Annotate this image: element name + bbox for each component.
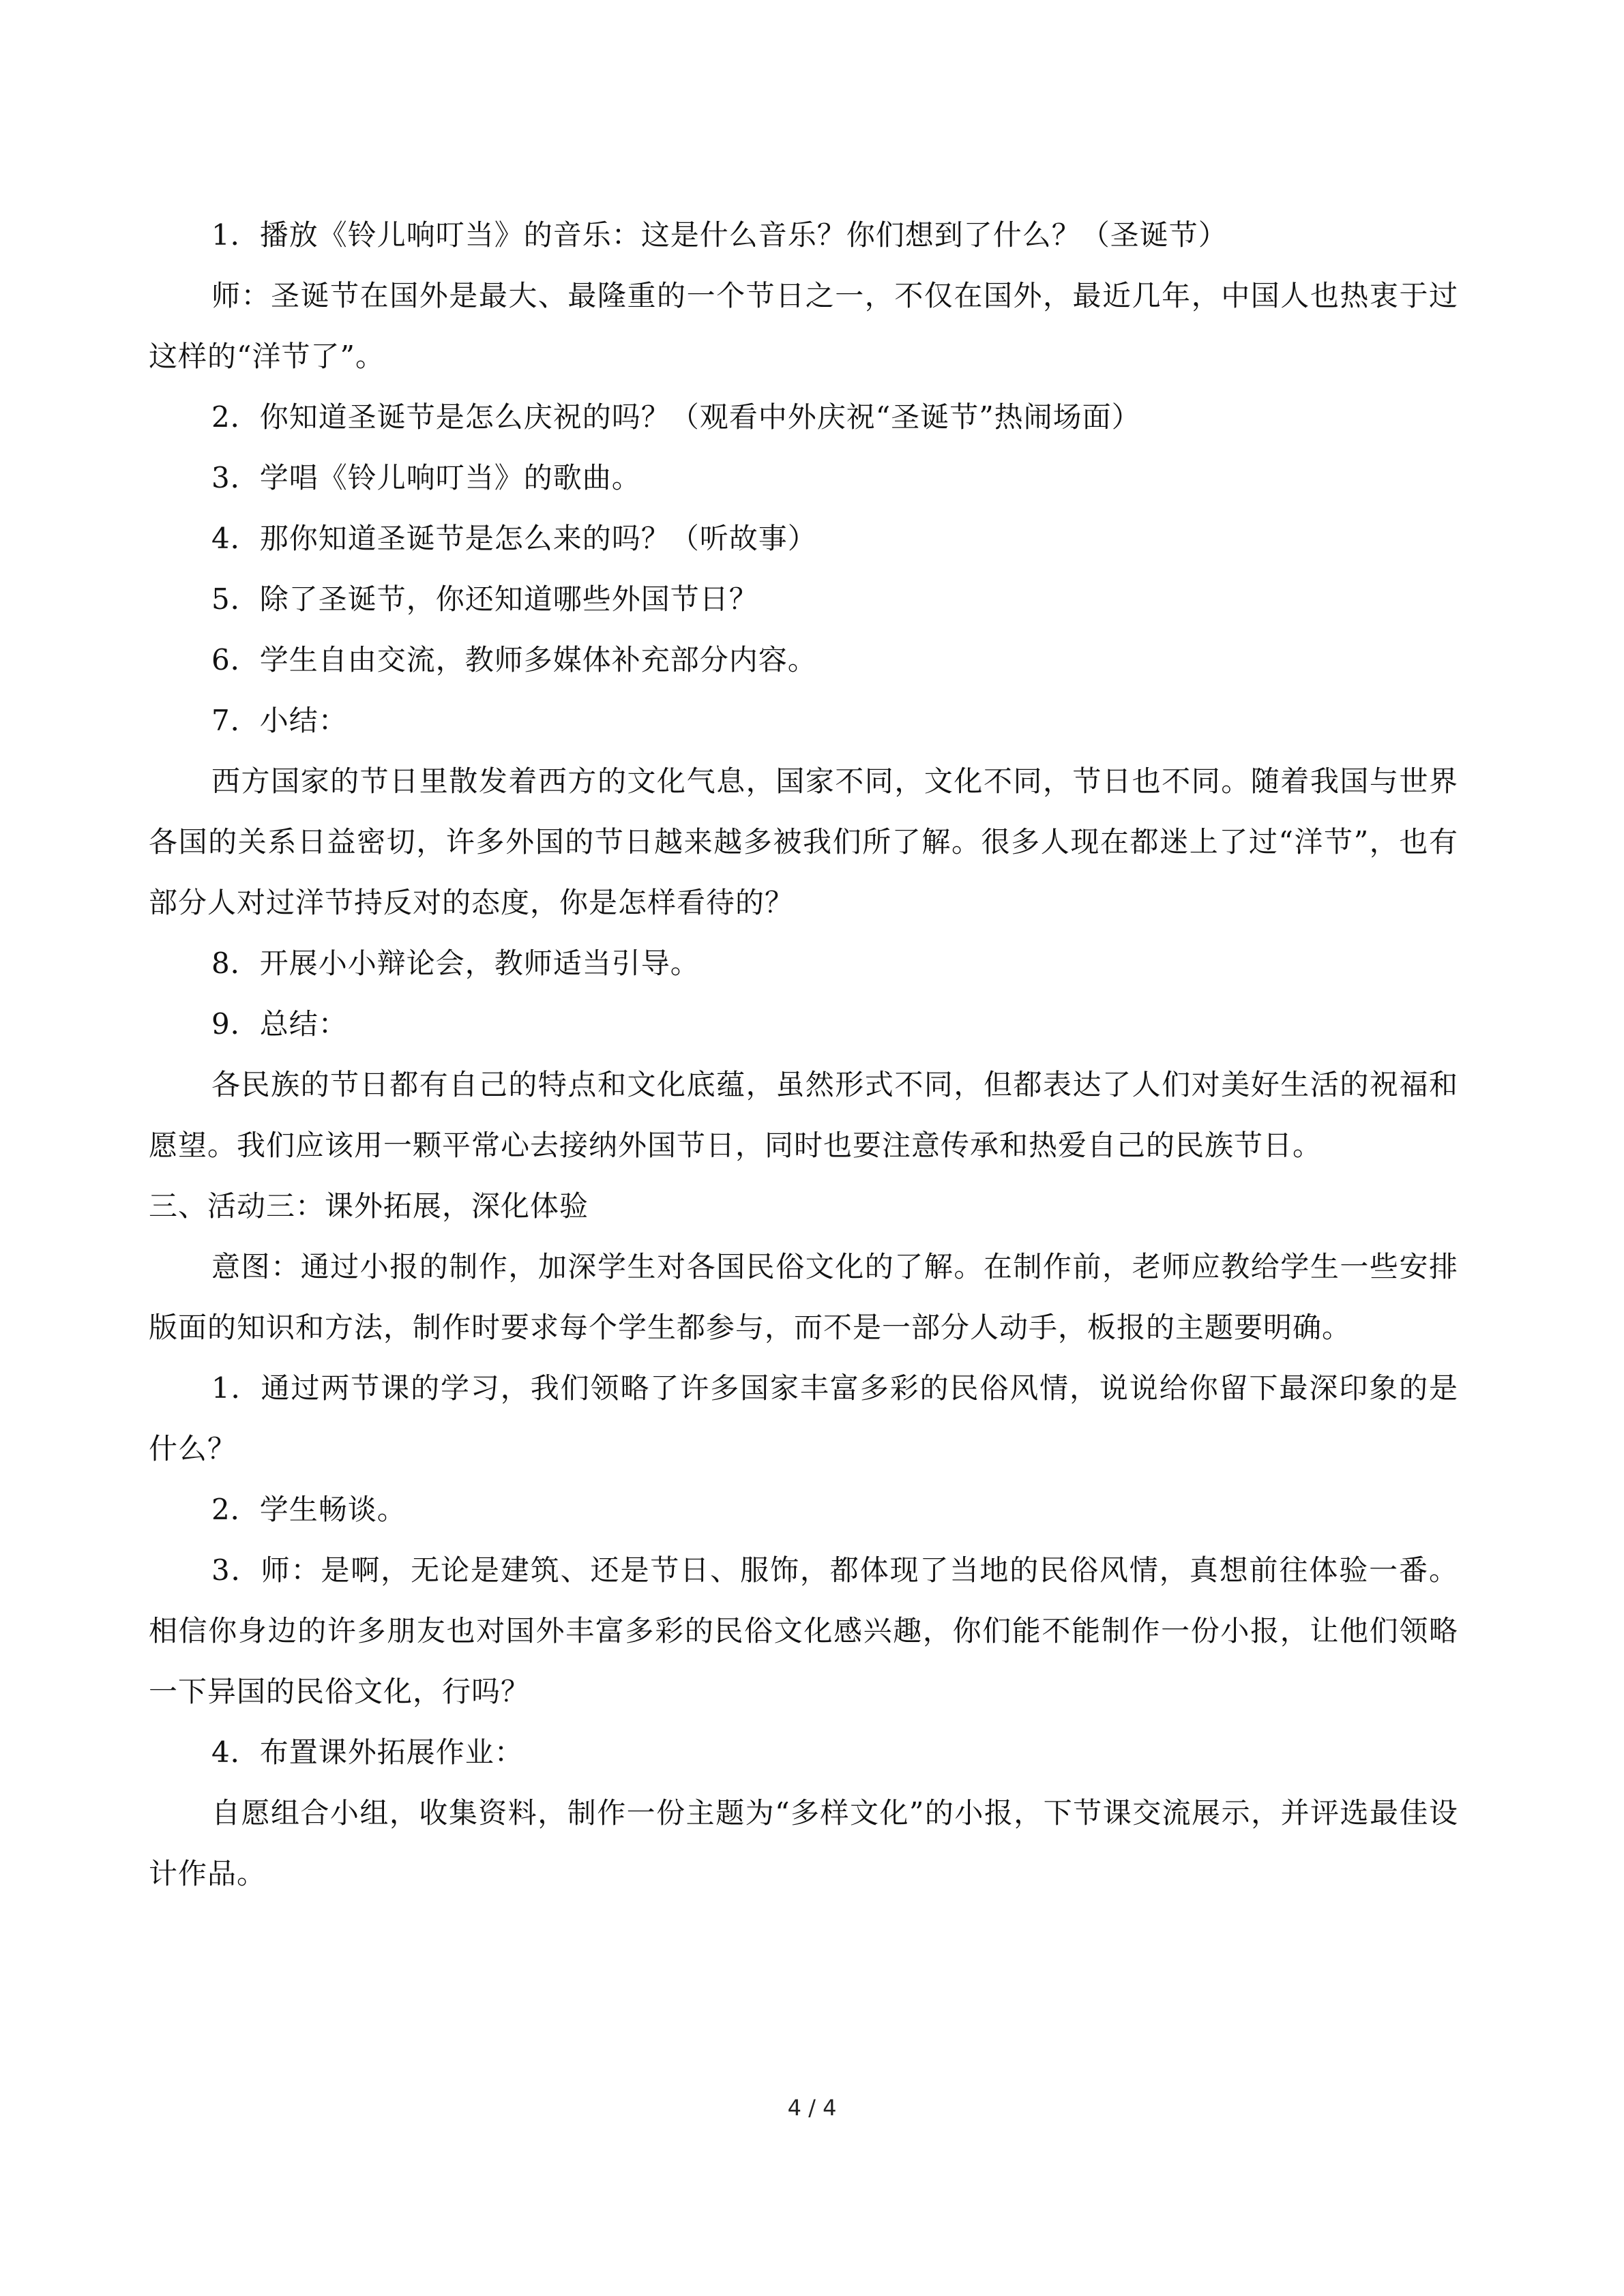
- paragraph: 8．开展小小辩论会，教师适当引导。: [211, 946, 700, 980]
- paragraph: 师：圣诞节在国外是最大、最隆重的一个节日之一，不仅在国外，最近几年，中国人也热衷于过这样的“洋节了”。: [149, 279, 1458, 373]
- paragraph: 4．布置课外拓展作业：: [211, 1735, 524, 1769]
- paragraph: 1．播放《铃儿响叮当》的音乐：这是什么音乐？你们想到了什么？（圣诞节）: [211, 218, 1228, 252]
- document-body: [149, 205, 1458, 1904]
- paragraph: 西方国家的节日里散发着西方的文化气息，国家不同，文化不同，节日也不同。随着我国与世界各国的关系日益密切，许多外国的节日越来越多被我们所了解。很多人现在都迷上了过“洋节”，也有部分人对过洋节持反对的态度，你是怎样看待的？: [149, 764, 1458, 919]
- paragraph: 2．你知道圣诞节是怎么庆祝的吗？（观看中外庆祝“圣诞节”热闹场面）: [211, 400, 1141, 434]
- paragraph: 7．小结：: [211, 704, 348, 737]
- paragraph: 4．那你知道圣诞节是怎么来的吗？（听故事）: [211, 522, 817, 555]
- paragraph: 3．学唱《铃儿响叮当》的歌曲。: [211, 461, 641, 494]
- paragraph: 3．师：是啊，无论是建筑、还是节日、服饰，都体现了当地的民俗风情，真想前往体验一番。相信你身边的许多朋友也对国外丰富多彩的民俗文化感兴趣，你们能不能制作一份小报，让他们领略一下异国的民俗文化，行吗？: [149, 1553, 1458, 1708]
- section-heading: 三、活动三：课外拓展，深化体验: [149, 1189, 589, 1223]
- paragraph: 1．通过两节课的学习，我们领略了许多国家丰富多彩的民俗风情，说说给你留下最深印象的是什么？: [149, 1371, 1458, 1465]
- paragraph: 6．学生自由交流，教师多媒体补充部分内容。: [211, 643, 817, 676]
- page-number: 4 / 4: [787, 2095, 837, 2121]
- paragraph: 2．学生畅谈。: [211, 1493, 407, 1526]
- paragraph: 5．除了圣诞节，你还知道哪些外国节日？: [211, 582, 758, 616]
- paragraph: 各民族的节日都有自己的特点和文化底蕴，虽然形式不同，但都表达了人们对美好生活的祝福和愿望。我们应该用一颗平常心去接纳外国节日，同时也要注意传承和热爱自己的民族节日。: [149, 1068, 1458, 1162]
- paragraph: 自愿组合小组，收集资料，制作一份主题为“多样文化”的小报，下节课交流展示，并评选最佳设计作品。: [149, 1796, 1458, 1890]
- paragraph: 意图：通过小报的制作，加深学生对各国民俗文化的了解。在制作前，老师应教给学生一些安排版面的知识和方法，制作时要求每个学生都参与，而不是一部分人动手，板报的主题要明确。: [149, 1250, 1458, 1344]
- paragraph: 9．总结：: [211, 1007, 348, 1041]
